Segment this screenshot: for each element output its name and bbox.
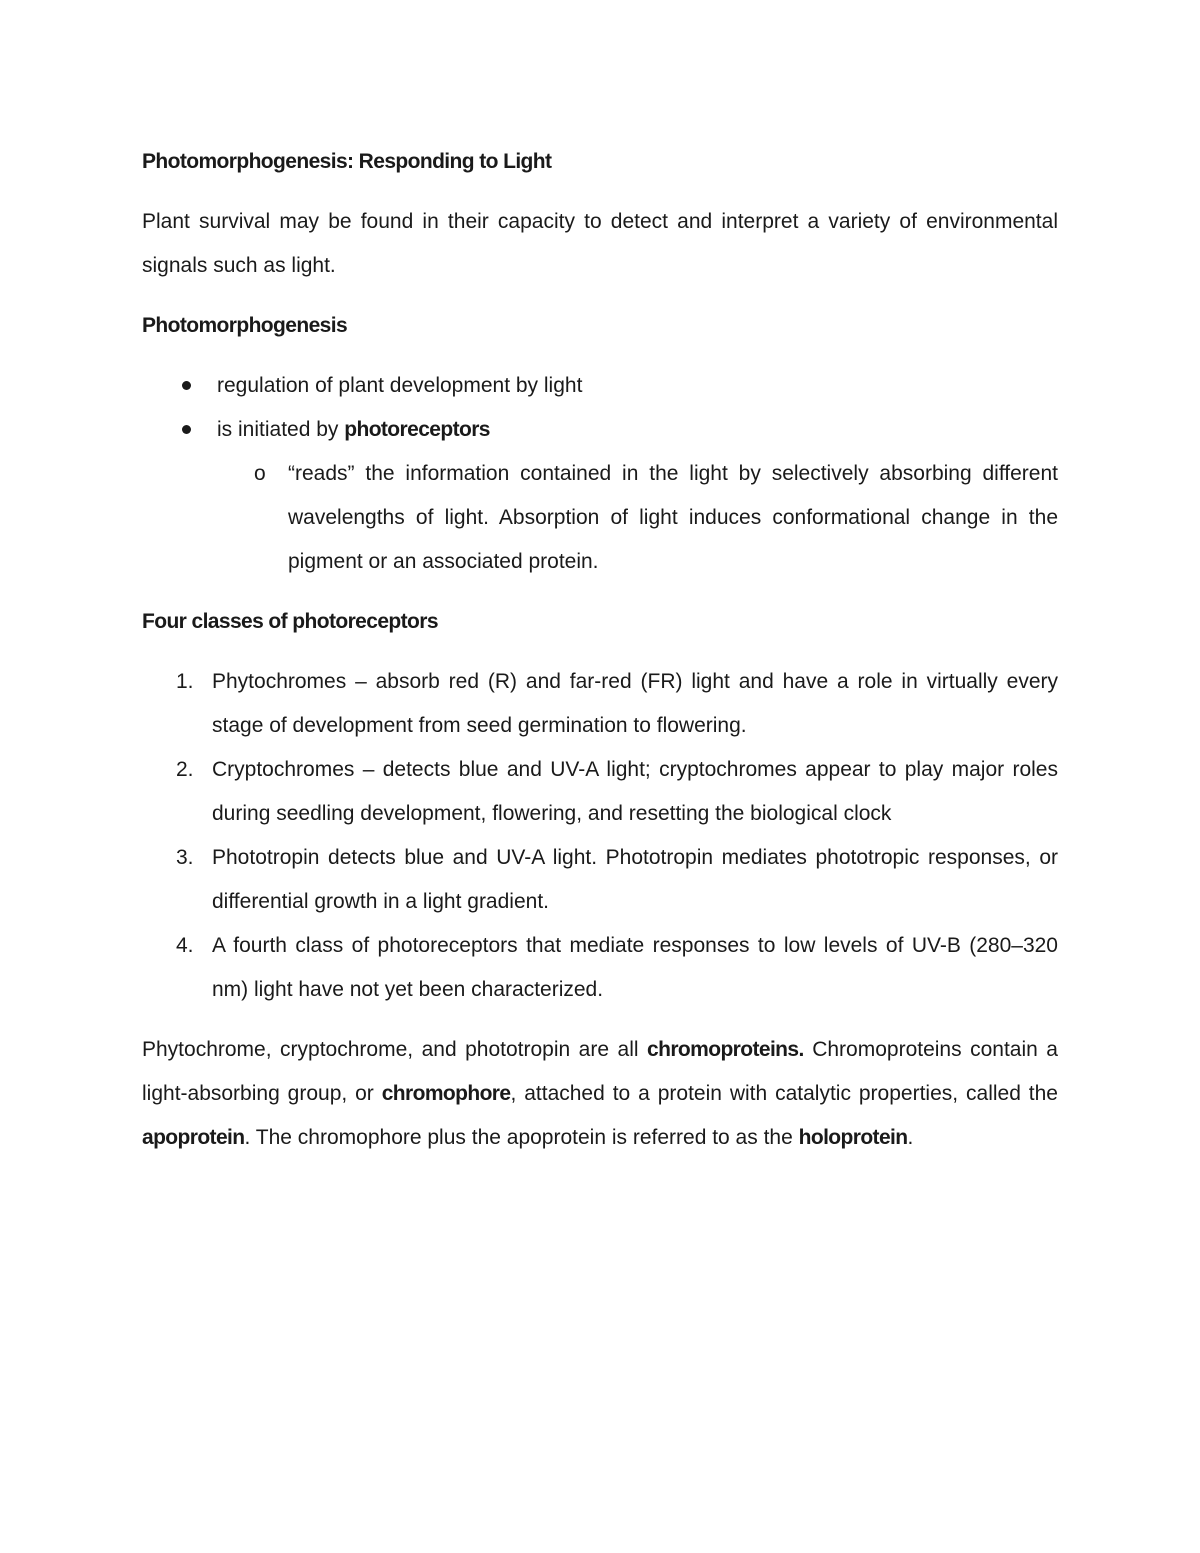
list-item-text: Cryptochromes – detects blue and UV-A light; cryptochromes appear to play major roles during seedling development, flowering, and resetting the biological clock — [212, 758, 1058, 825]
photoreceptor-classes-list — [142, 660, 1058, 1012]
bullet-item-regulation — [142, 364, 1058, 408]
term-holoprotein: holoprotein — [798, 1126, 908, 1149]
list-item-number: 3. — [176, 846, 194, 869]
sub-bullet-list — [217, 452, 1058, 584]
sub-bullet-item — [217, 452, 1058, 584]
list-item — [142, 660, 1058, 748]
list-item-text: Phototropin detects blue and UV-A light. Phototropin mediates phototropic responses, or differential growth in a light gradient. — [212, 846, 1058, 913]
list-item-number: 1. — [176, 670, 194, 693]
term-apoprotein: apoprotein — [142, 1126, 245, 1149]
closing-paragraph — [142, 1028, 1058, 1160]
photomorphogenesis-bullet-list — [142, 364, 1058, 584]
bullet-text: regulation of plant development by light — [217, 374, 583, 397]
bullet-text-prefix: is initiated by — [217, 418, 345, 441]
list-item-text: A fourth class of photoreceptors that mediate responses to low levels of UV-B (280–320 nm) light have not yet been characterized. — [212, 934, 1058, 1001]
list-item-number: 4. — [176, 934, 194, 957]
list-item — [142, 924, 1058, 1012]
term-photoreceptors: photoreceptors — [344, 418, 490, 441]
list-item — [142, 748, 1058, 836]
sub-bullet-marker: o — [254, 462, 266, 485]
bullet-icon — [182, 425, 191, 434]
list-item — [142, 836, 1058, 924]
intro-paragraph: Plant survival may be found in their capacity to detect and interpret a variety of environmental signals such as light. — [142, 210, 1058, 277]
list-item-number: 2. — [176, 758, 194, 781]
closing-text: . — [907, 1126, 914, 1149]
section-heading-photomorphogenesis: Photomorphogenesis — [142, 314, 348, 337]
closing-text: Phytochrome, cryptochrome, and phototropin are all — [142, 1038, 648, 1061]
bullet-item-initiated — [142, 408, 1058, 584]
list-item-text: Phytochromes – absorb red (R) and far-red (FR) light and have a role in virtually every stage of development from seed germination to flowering. — [212, 670, 1058, 737]
term-chromophore: chromophore — [381, 1082, 511, 1105]
closing-text: , attached to a protein with catalytic properties, called the — [510, 1082, 1058, 1105]
bullet-icon — [182, 381, 191, 390]
document-page — [142, 140, 1058, 1160]
closing-text: Chromoproteins contain a light-absorbing group, or — [142, 1038, 1058, 1105]
sub-bullet-text: “reads” the information contained in the light by selectively absorbing different wavelengths of light. Absorption of light induces conformational change in the pigment or an associated protein. — [288, 462, 1058, 573]
document-title: Photomorphogenesis: Responding to Light — [142, 150, 552, 173]
section-heading-four-classes: Four classes of photoreceptors — [142, 610, 438, 633]
term-chromoproteins: chromoproteins. — [647, 1038, 804, 1061]
closing-text: . The chromophore plus the apoprotein is referred to as the — [244, 1126, 799, 1149]
